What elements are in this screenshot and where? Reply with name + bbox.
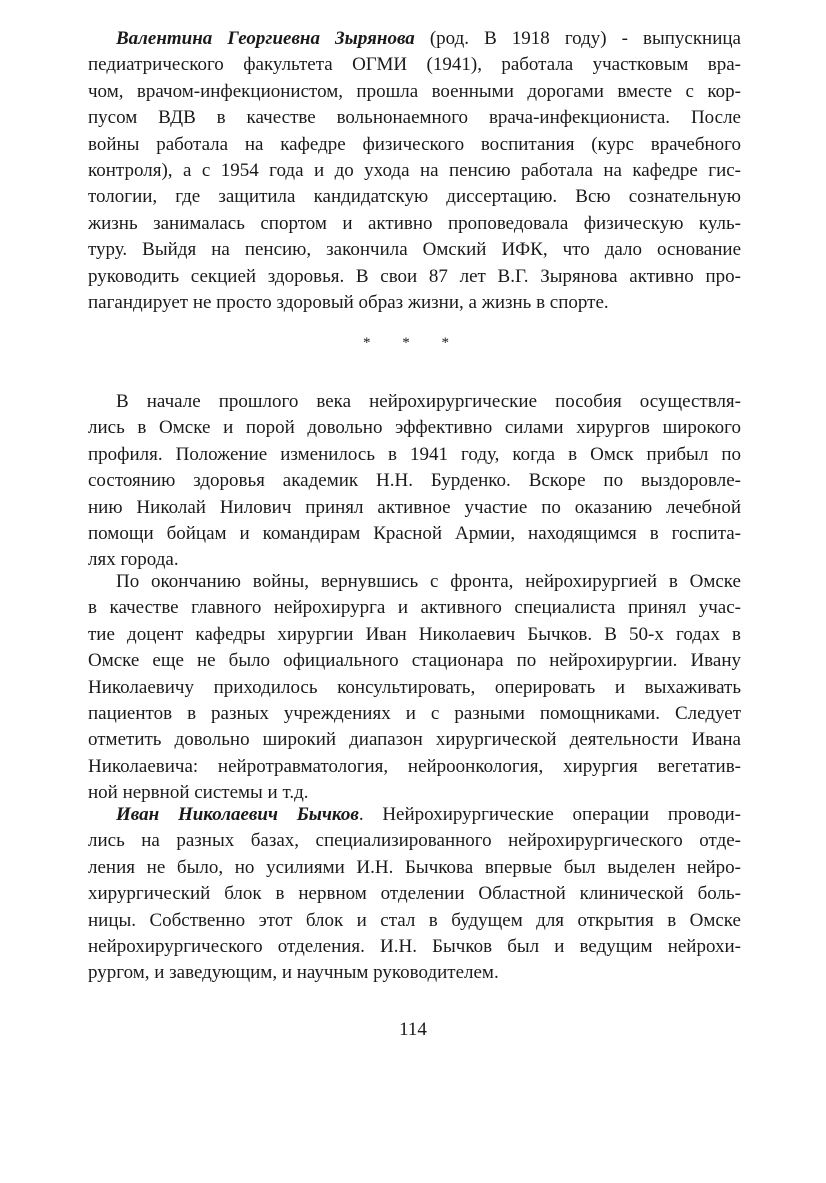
text-line: лись на разных базах, специализированного нейрохирургического отде-	[88, 830, 741, 852]
text-line: войны работала на кафедре физического воспитания (курс врачебного	[88, 133, 741, 155]
text-line: лях города.	[88, 549, 179, 571]
text-line: состоянию здоровья академик Н.Н. Бурденко. Вскоре по выздоровле-	[88, 470, 741, 492]
text-line: ной нервной системы и т.д.	[88, 782, 309, 804]
text-line: хирургический блок в нервном отделении Областной клинической боль-	[88, 883, 741, 905]
text-line: руководить секцией здоровья. В свои 87 лет В.Г. Зырянова активно про-	[88, 265, 741, 287]
text-line: Иван Николаевич Бычков. Нейрохирургические операции проводи-	[116, 804, 741, 825]
text-line: ления не было, но усилиями И.Н. Бычкова впервые был выделен нейро-	[88, 856, 741, 878]
text-line: В начале прошлого века нейрохирургические пособия осуществля-	[116, 391, 741, 412]
text-line: Николаевичу приходилось консультировать, оперировать и выхаживать	[88, 676, 741, 698]
person-name-bychkov: Иван Николаевич Бычков	[116, 804, 359, 825]
text-line: чом, врачом-инфекционистом, прошла военными дорогами вместе с кор-	[88, 80, 741, 102]
text-line: пациентов в разных учреждениях и с разными помощниками. Следует	[88, 702, 741, 724]
paragraph-bychkov	[88, 802, 741, 987]
text-line: профиля. Положение изменилось в 1941 году, когда в Омск прибыл по	[88, 443, 741, 465]
text-line: тологии, где защитила кандидатскую диссертацию. Всю сознательную	[88, 186, 741, 208]
text-line: Омске еще не было официального стационара по нейрохирургии. Ивану	[88, 650, 741, 672]
text-line: ницы. Собственно этот блок и стал в будущем для открытия в Омске	[88, 909, 741, 931]
paragraph-postwar	[88, 569, 741, 807]
text-line: пусом ВДВ в качестве вольнонаемного врача-инфекциониста. После	[88, 107, 741, 129]
text-line: в качестве главного нейрохирурга и активного специалиста принял учас-	[88, 597, 741, 619]
text-line: жизнь занималась спортом и активно проповедовала физическую куль-	[88, 212, 741, 234]
text-line: помощи бойцам и командирам Красной Армии, находящимся в госпита-	[88, 522, 741, 544]
text-line: туру. Выйдя на пенсию, закончила Омский ИФК, что дало основание	[88, 239, 741, 261]
text-line: Валентина Георгиевна Зырянова (род. В 1918 году) - выпускница	[116, 28, 741, 49]
paragraph-neurosurgery-history	[88, 389, 741, 574]
text-line: лись в Омске и порой довольно эффективно силами хирургов широкого	[88, 417, 741, 439]
text-line: нейрохирургического отделения. И.Н. Бычков был и ведущим нейрохи-	[88, 935, 741, 957]
text-line: пагандирует не просто здоровый образ жизни, а жизнь в спорте.	[88, 291, 609, 313]
text-line: рургом, и заведующим, и научным руководителем.	[88, 962, 499, 984]
text-line: отметить довольно широкий диапазон хирургической деятельности Ивана	[88, 729, 741, 751]
paragraph-zyryanova-bio	[88, 26, 741, 316]
text-line: педиатрического факультета ОГМИ (1941), работала участковым вра-	[88, 54, 741, 76]
text-line: нию Николай Нилович принял активное участие по оказанию лечебной	[88, 496, 741, 518]
person-name-zyryanova: Валентина Георгиевна Зырянова	[116, 28, 415, 49]
text-line: По окончанию войны, вернувшись с фронта, нейрохирургией в Омске	[116, 571, 741, 592]
section-separator: * * *	[363, 335, 463, 351]
page-number: 114	[399, 1019, 427, 1040]
text-line: тие доцент кафедры хирургии Иван Николаевич Бычков. В 50-х годах в	[88, 623, 741, 645]
text-line: контроля), а с 1954 года и до ухода на пенсию работала на кафедре гис-	[88, 159, 741, 181]
text-line: Николаевича: нейротравматология, нейроонкология, хирургия вегетатив-	[88, 755, 741, 777]
